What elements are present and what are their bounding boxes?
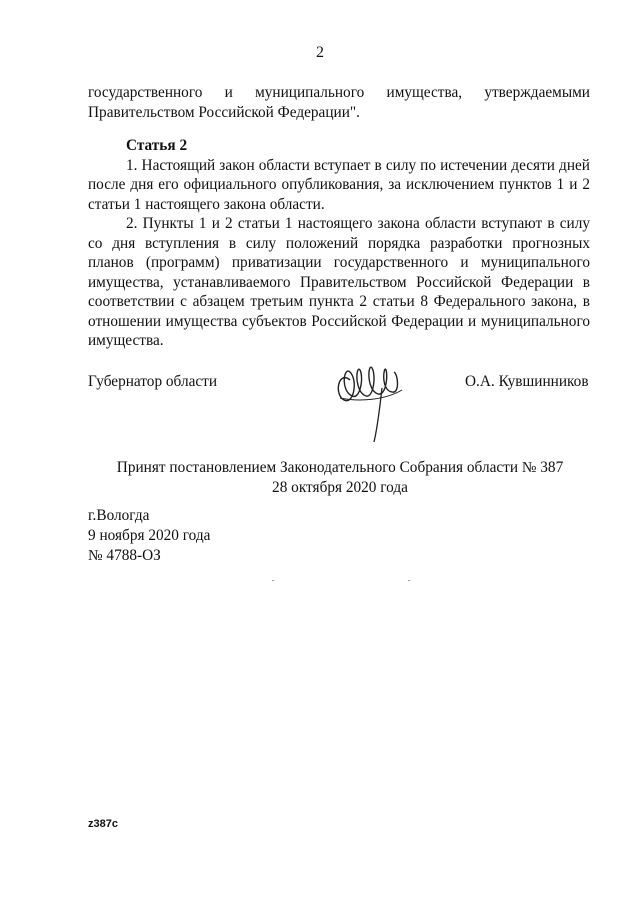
scan-speck [408, 580, 410, 581]
intro-block [88, 83, 590, 122]
intro-line-2: Правительством Российской Федерации". [88, 103, 360, 121]
law-number: № 4788-ОЗ [88, 547, 161, 564]
signatory-position: Губернатор области [88, 373, 218, 390]
city: г.Вологда [88, 507, 150, 524]
adoption-line-1: Принят постановлением Законодательного Собрания области № 387 [116, 459, 564, 476]
article-paragraph-2: 2. Пункты 1 и 2 статьи 1 настоящего закона области вступают в силу со дня вступления в силу положений порядка разработки прогнозных планов (программ) приватизации государственного и муниципального имущества, устанавливаемого Правительством Российской Федерации в соответствии с абзацем третьим пункта 2 статьи 8 Федерального закона, в отношении имущества субъектов Российской Федерации и муниципального имущества. [88, 215, 590, 349]
document-code: z387c [88, 818, 118, 830]
intro-line-1: государственного и муниципального имущества, утверждаемыми [88, 84, 590, 101]
place-date-block [88, 506, 210, 566]
adoption-note [0, 458, 640, 498]
handwritten-signature [330, 350, 420, 450]
scan-speck [272, 580, 274, 581]
article-block [88, 136, 590, 351]
signing-date: 9 ноября 2020 года [88, 527, 211, 544]
article-title: Статья 2 [126, 137, 188, 154]
signatory-name: О.А. Кувшинников [465, 373, 589, 390]
article-paragraph-1: 1. Настоящий закон области вступает в силу по истечении десяти дней после дня его официального опубликования, за исключением пунктов 1 и 2 статьи 1 настоящего закона области. [88, 156, 590, 213]
adoption-line-2: 28 октября 2020 года [272, 479, 408, 496]
page-number: 2 [316, 44, 324, 61]
